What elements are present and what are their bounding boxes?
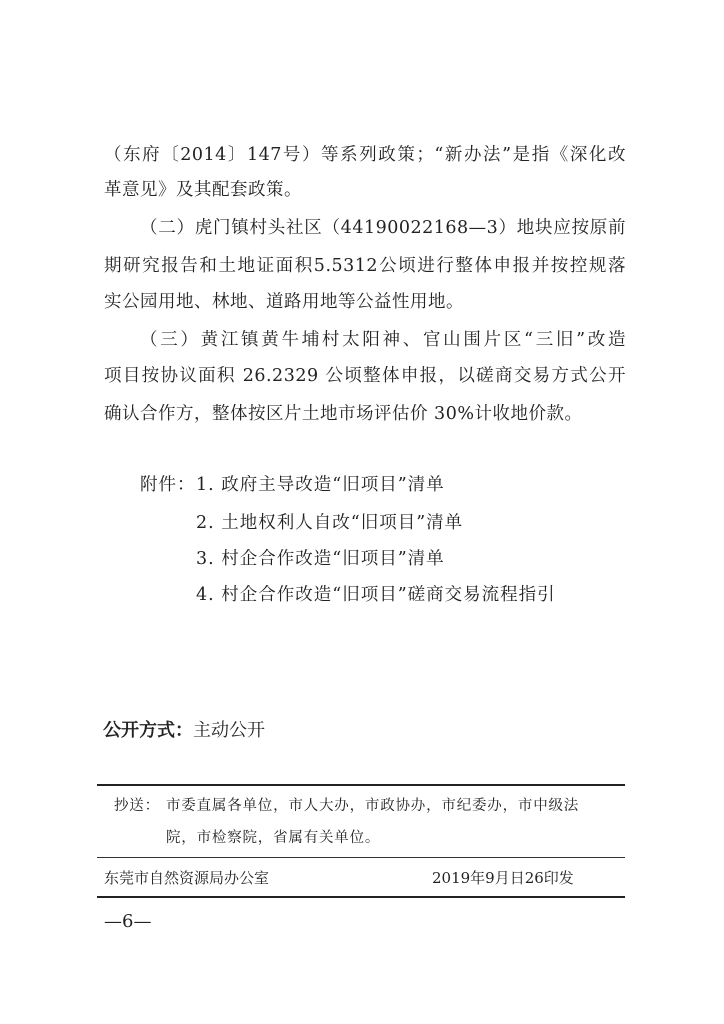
cc-line-2: 院，市检察院，省属有关单位。	[166, 830, 381, 846]
body-line-3: （二）虎门镇村头社区（44190022168—3）地块应按原前	[140, 218, 626, 238]
body-line-6: （三）黄江镇黄牛埔村太阳神、官山围片区“三旧”改造	[140, 330, 626, 350]
body-line-7: 项目按协议面积 26.2329 公顷整体申报，以磋商交易方式公开	[104, 366, 626, 386]
body-line-2: 革意见》及其配套政策。	[104, 180, 302, 200]
issuer: 东莞市自然资源局办公室	[104, 869, 270, 887]
page-number: —6—	[104, 911, 152, 932]
cc-top-rule	[97, 784, 625, 786]
attachment-item-2: 2. 土地权利人自改“旧项目”清单	[196, 513, 464, 533]
issue-date: 2019年9月日26印发	[432, 869, 574, 887]
body-line-4: 期研究报告和土地证面积5.5312公顷进行整体申报并按控规落	[104, 256, 626, 276]
body-line-8: 确认合作方，整体按区片土地市场评估价 30%计收地价款。	[104, 404, 583, 424]
publication-mode	[103, 717, 265, 745]
cc-line-1: 市委直属各单位，市人大办，市政协办，市纪委办，市中级法	[166, 798, 580, 814]
attachments-label: 附件：	[140, 475, 196, 495]
body-line-1: （东府〔2014〕147号）等系列政策；“新办法”是指《深化改	[104, 145, 626, 165]
attachment-item-4: 4. 村企合作改造“旧项目”磋商交易流程指引	[196, 585, 556, 605]
publication-value: 主动公开	[193, 720, 265, 741]
body-line-5: 实公园用地、林地、道路用地等公益性用地。	[104, 292, 464, 312]
attachment-item-1: 1. 政府主导改造“旧项目”清单	[196, 475, 445, 495]
publication-label: 公开方式：	[103, 720, 193, 741]
attachment-item-3: 3. 村企合作改造“旧项目”清单	[196, 549, 445, 569]
cc-bottom-rule	[97, 857, 625, 858]
cc-label: 抄送：	[114, 798, 160, 814]
footer-bottom-rule	[97, 896, 625, 898]
